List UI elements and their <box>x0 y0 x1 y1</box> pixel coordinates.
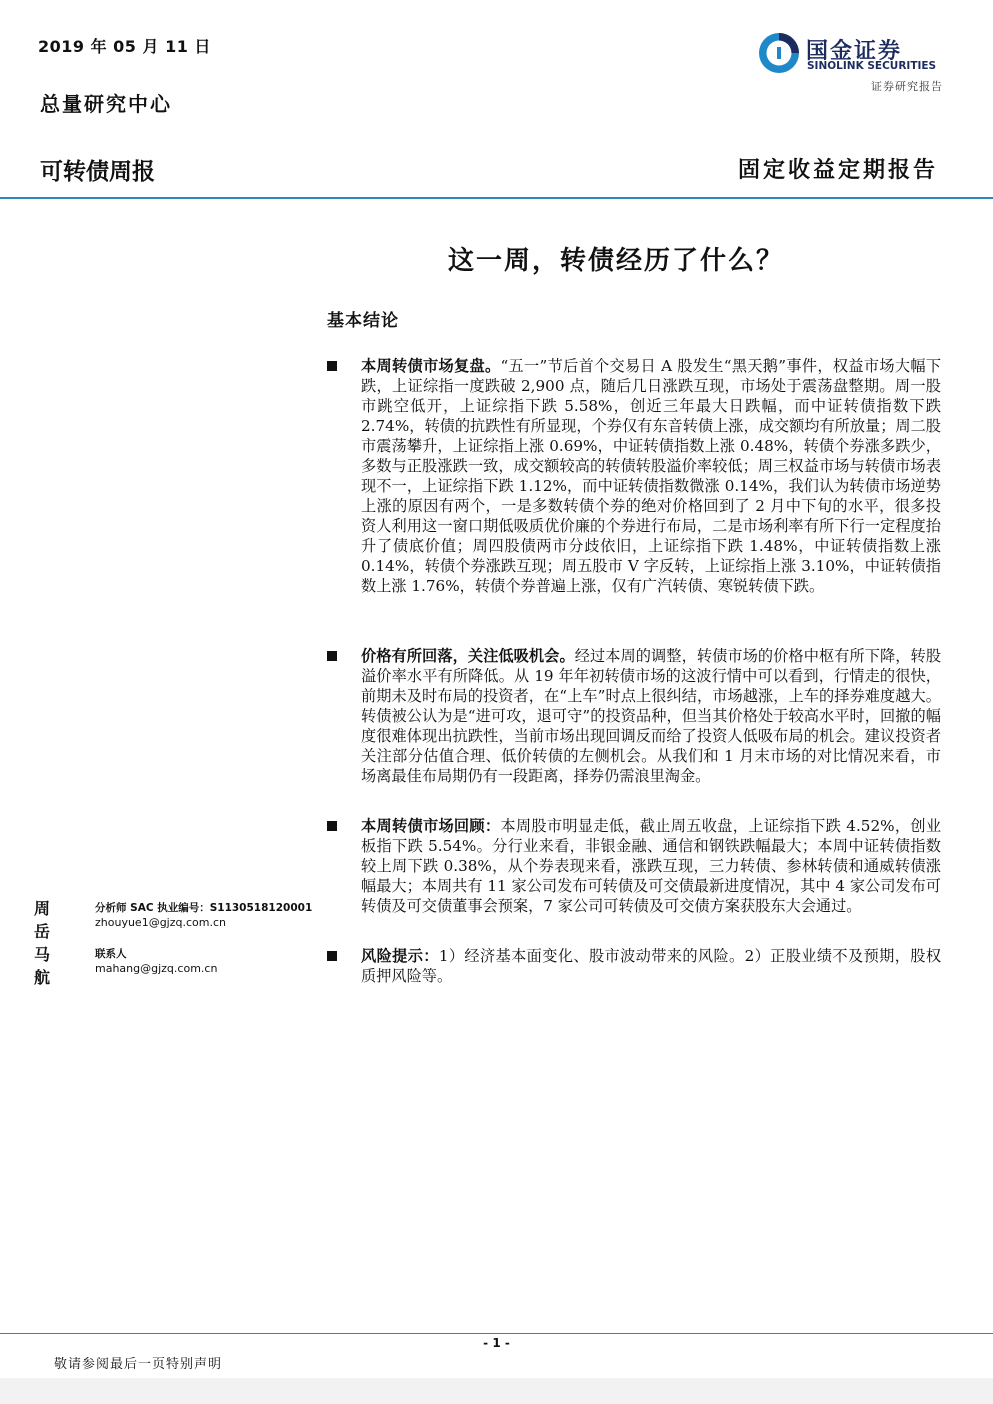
report-series: 可转债周报 <box>40 159 155 185</box>
logo-mark-icon <box>758 32 800 74</box>
logo-subtitle: 证券研究报告 <box>871 80 943 93</box>
footer-divider <box>0 1333 993 1334</box>
logo-name-en: SINOLINK SECURITIES <box>807 60 937 72</box>
bullet-price-pullback <box>327 646 952 786</box>
company-logo <box>758 32 944 78</box>
bullet-body: 经过本周的调整，转债市场的价格中枢有所下降，转股溢价率水平有所降低。从 19 年年初转债市场的这波行情中可以看到，行情走的很快，前期未及时布局的投资者，在“上车”时点上很纠结，市场越涨，上车的择券难度越大。转债被公认为是“进可攻，退可守”的投资品种，但当其价格处于较高水平时，回撤的幅度很难体现出抗跌性，当前市场出现回调反而给了投资人低吸布局的机会。建议投资者关注部分估值合理、低价转债的左侧机会。从我们和 1 月末市场的对比情况来看，市场离最佳布局期仍有一段距离，择券仍需浪里淘金。 <box>361 647 942 785</box>
bullet-square-icon <box>327 361 337 371</box>
department-name: 总量研究中心 <box>40 92 172 116</box>
report-title: 这一周，转债经历了什么？ <box>448 246 785 276</box>
bullet-lead: 风险提示： <box>361 947 439 965</box>
bullet-lead: 本周转债市场回顾： <box>361 817 501 835</box>
bullet-text <box>361 356 941 596</box>
bullet-lead: 价格有所回落，关注低吸机会。 <box>361 647 575 665</box>
bullet-square-icon <box>327 651 337 661</box>
logo-name-cn: 国金证券 <box>806 39 903 64</box>
bullet-square-icon <box>327 821 337 831</box>
author-email[interactable]: mahang@gjzq.com.cn <box>95 962 218 975</box>
bullet-square-icon <box>327 951 337 961</box>
author-email[interactable]: zhouyue1@gjzq.com.cn <box>95 916 226 929</box>
header-divider <box>0 197 993 199</box>
bullet-market-review <box>327 356 952 596</box>
section-heading: 基本结论 <box>327 311 399 331</box>
bullet-lead: 本周转债市场复盘。 <box>361 357 501 375</box>
bullet-risk-warning <box>327 946 952 986</box>
author-role: 联系人 <box>95 948 127 960</box>
author-name: 马航 <box>34 945 51 987</box>
bullet-text <box>361 816 941 916</box>
bullet-body: “五一”节后首个交易日 A 股发生“黑天鹅”事件，权益市场大幅下跌，上证综指一度跌破 2,900 点，随后几日涨跌互现，市场处于震荡盘整期。周一股市跳空低开，上证综指下跌 5.58%，创近三年最大日跌幅，而中证转债指数下跌 2.74%，转债的抗跌性有所显现，个券仅有东音转债上涨，成交额均有所放量；周二股市震荡攀升，上证综指上涨 0.69%，中证转债指数上涨 0.48%，转债个券涨多跌少，多数与正股涨跌一致，成交额较高的转债转股溢价率较低；周三权益市场与转债市场表现不一，上证综指下跌 1.12%，而中证转债指数微涨 0.14%，我们认为转债市场逆势上涨的原因有两个，一是多数转债个券的绝对价格回到了 2 月中下旬的水平，很多投资人利用这一窗口期低吸质优价廉的个券进行布局，二是市场利率有所下行一定程度抬升了债底价值；周四股债两市分歧依旧，上证综指下跌 1.48%，中证转债指数上涨 0.14%，转债个券涨跌互现；周五股市 V 字反转，上证综指上涨 3.10%，中证转债指数上涨 1.76%，转债个券普遍上涨，仅有广汽转债、寒锐转债下跌。 <box>361 357 942 595</box>
author-name: 周岳 <box>34 899 51 941</box>
bullet-weekly-recap <box>327 816 952 916</box>
report-type: 固定收益定期报告 <box>737 157 938 183</box>
bullet-body: 本周股市明显走低，截止周五收盘，上证综指下跌 4.52%，创业板指下跌 5.54%。分行业来看，非银金融、通信和钢铁跌幅最大；本周中证转债指数较上周下跌 0.38%，从个券表现来看，涨跌互现，三力转债、参林转债和通威转债涨幅最大；本周共有 11 家公司发布可转债及可交债最新进度情况，其中 4 家公司发布可转债及可交债董事会预案，7 家公司可转债及可交债方案获股东大会通过。 <box>361 817 942 915</box>
page-number: - 1 - <box>483 1336 510 1350</box>
footer-disclaimer: 敬请参阅最后一页特别声明 <box>54 1357 223 1372</box>
report-date: 2019 年 05 月 11 日 <box>38 37 211 56</box>
footer-band <box>0 1378 993 1404</box>
bullet-text <box>361 646 941 786</box>
bullet-body: 1）经济基本面变化、股市波动带来的风险。2）正股业绩不及预期，股权质押风险等。 <box>361 947 942 985</box>
bullet-text <box>361 946 941 986</box>
author-role: 分析师 SAC 执业编号：S1130518120001 <box>95 902 313 914</box>
